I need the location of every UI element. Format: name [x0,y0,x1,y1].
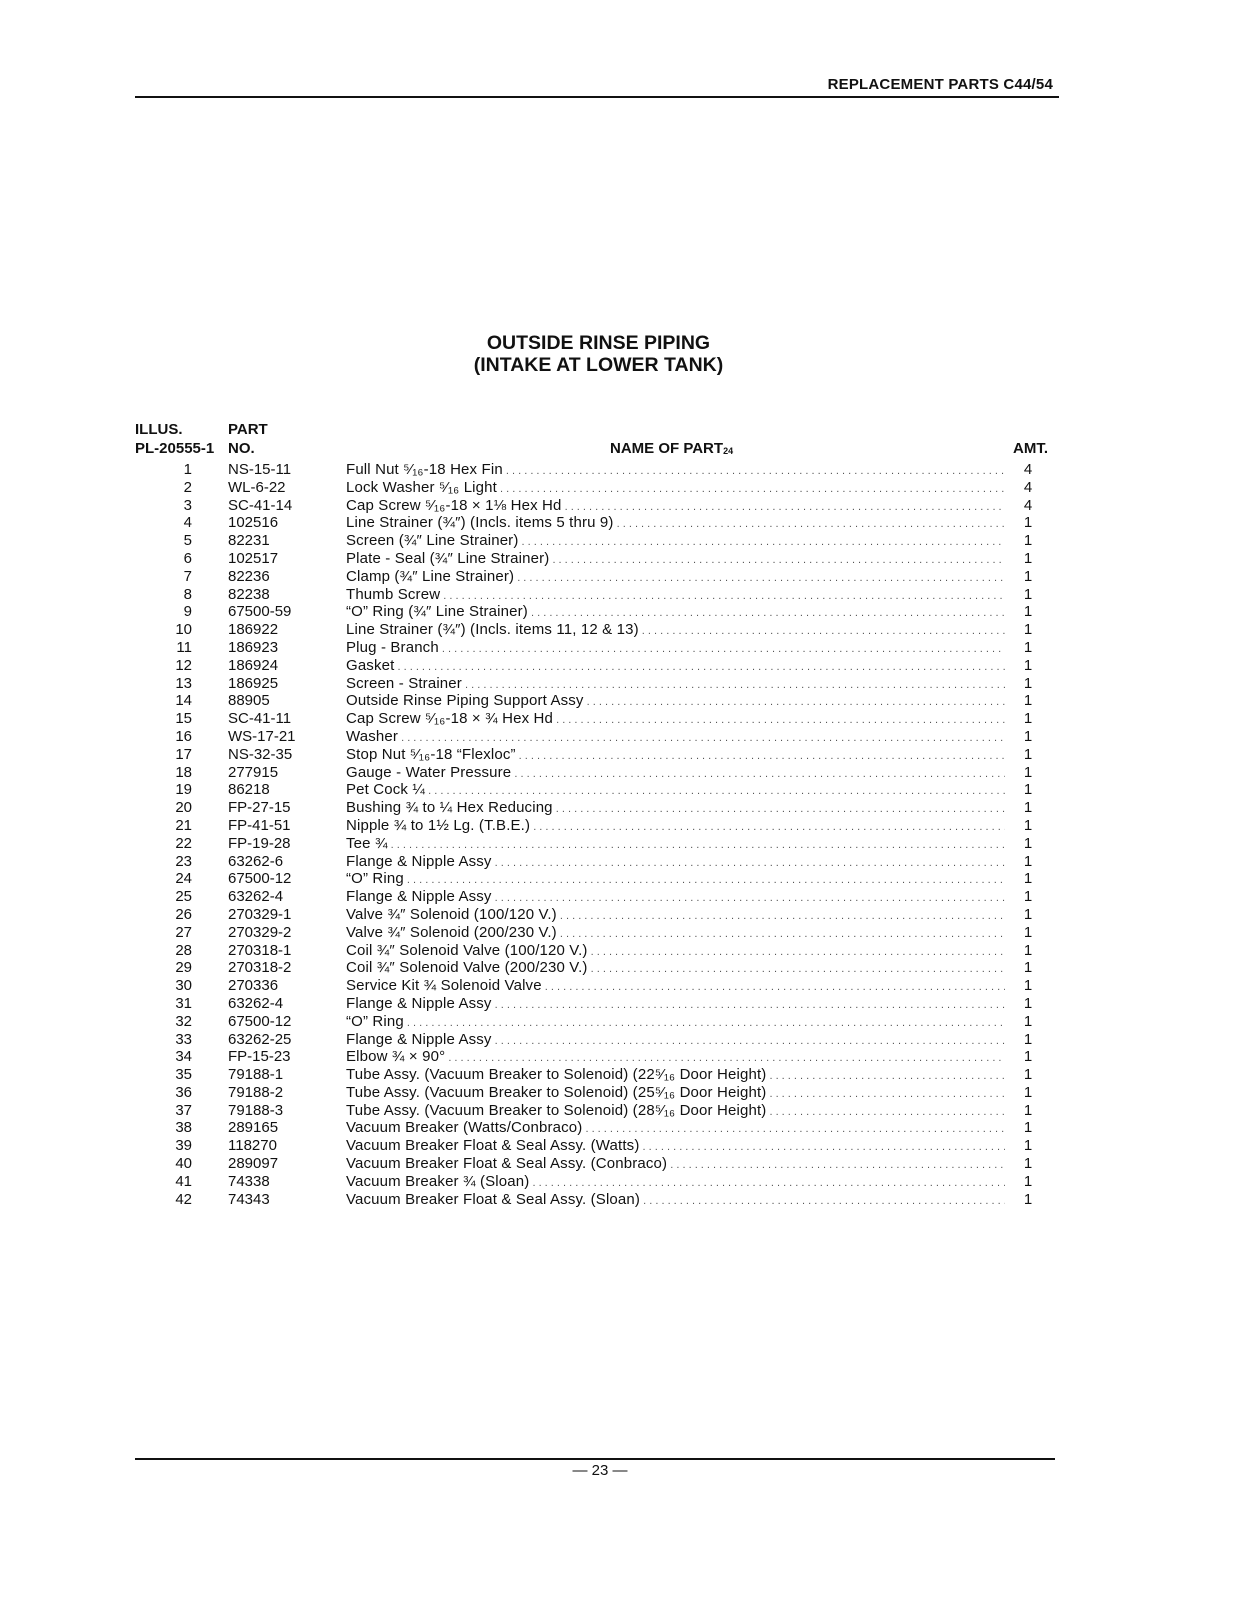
table-row [135,1084,1055,1102]
illus-number: 41 [175,1172,192,1190]
amount: 1 [1023,870,1033,888]
part-name: Tube Assy. (Vacuum Breaker to Solenoid) (22⁵⁄₁₆ Door Height) . . . [346,1066,1005,1086]
part-name: Nipple ¾ to 1½ Lg. (T.B.E.) . . . [346,817,1005,837]
amount: 1 [1023,710,1033,728]
table-row [135,514,1055,532]
amount: 1 [1023,834,1033,852]
illus-number: 37 [175,1101,192,1119]
part-number: 186923 [228,638,279,656]
table-row [135,746,1055,764]
part-name: Screen - Strainer . . . [346,675,1005,695]
part-name: Tube Assy. (Vacuum Breaker to Solenoid) (28⁵⁄₁₆ Door Height) . . . [346,1102,1005,1122]
amount: 1 [1023,692,1033,710]
amount: 1 [1023,532,1033,550]
illus-number: 30 [175,977,192,995]
illus-number: 24 [175,870,192,888]
table-row [135,1066,1055,1084]
illus-number: 38 [175,1119,192,1137]
part-number: 67500-12 [228,1012,292,1030]
amount: 1 [1023,603,1033,621]
part-name: Flange & Nipple Assy . . . [346,995,1005,1015]
table-row [135,817,1055,835]
part-number: 63262-4 [228,888,284,906]
part-name: Clamp (¾″ Line Strainer) . . . [346,568,1005,588]
part-name: Plug - Branch . . . [346,639,1005,659]
table-row [135,497,1055,515]
amount: 1 [1023,1030,1033,1048]
part-name: Valve ¾″ Solenoid (200/230 V.) . . . [346,924,1005,944]
part-number: 186922 [228,621,279,639]
part-name: Plate - Seal (¾″ Line Strainer) . . . [346,550,1005,570]
table-row [135,1119,1055,1137]
illus-number: 10 [175,621,192,639]
table-row [135,1155,1055,1173]
amount: 4 [1023,478,1033,496]
illus-number: 18 [175,763,192,781]
amount: 1 [1023,585,1033,603]
part-number: WS-17-21 [228,727,296,745]
part-name: Vacuum Breaker (Watts/Conbraco) . . . [346,1119,1005,1139]
part-number: 277915 [228,763,279,781]
part-name: Line Strainer (¾″) (Incls. items 11, 12 & 13) . . . [346,621,1005,641]
table-row [135,550,1055,568]
part-name: “O” Ring (¾″ Line Strainer) . . . [346,603,1005,623]
amount: 1 [1023,656,1033,674]
amount: 1 [1023,727,1033,745]
table-row [135,906,1055,924]
amount: 1 [1023,799,1033,817]
table-row [135,1048,1055,1066]
part-number: 270318-1 [228,941,292,959]
amount: 1 [1023,905,1033,923]
illus-number: 21 [175,816,192,834]
amount: 1 [1023,888,1033,906]
amount: 1 [1023,1119,1033,1137]
footer-rule [135,1458,1055,1460]
parts-table [135,461,1055,1208]
amount: 1 [1023,549,1033,567]
illus-number: 42 [175,1190,192,1208]
part-name: “O” Ring . . . [346,1013,1005,1033]
table-row [135,853,1055,871]
part-number: 63262-4 [228,994,284,1012]
part-name: Cap Screw ⁵⁄₁₆-18 × ¾ Hex Hd . . . [346,710,1005,730]
amount: 1 [1023,941,1033,959]
table-row [135,924,1055,942]
part-name: Vacuum Breaker Float & Seal Assy. (Conbraco) . . . [346,1155,1005,1175]
amount: 1 [1023,745,1033,763]
header-rule [135,96,1059,98]
amount: 1 [1023,852,1033,870]
amount: 1 [1023,816,1033,834]
part-name: Tee ¾ . . . [346,835,1005,855]
illus-drawing-number: PL-20555-1 [135,440,215,457]
table-row [135,835,1055,853]
table-row [135,568,1055,586]
part-name: Service Kit ¾ Solenoid Valve . . . [346,977,1005,997]
table-row [135,1137,1055,1155]
amount: 1 [1023,567,1033,585]
part-number: FP-19-28 [228,834,291,852]
part-number: 63262-6 [228,852,284,870]
illus-number: 25 [175,888,192,906]
part-number: 74343 [228,1190,270,1208]
part-number: 289165 [228,1119,279,1137]
amount: 1 [1023,977,1033,995]
illus-number: 27 [175,923,192,941]
part-number: 67500-59 [228,603,292,621]
amount: 1 [1023,1048,1033,1066]
table-row [135,1031,1055,1049]
illus-number: 4 [183,514,192,532]
illus-number: 31 [175,994,192,1012]
illus-number: 17 [175,745,192,763]
part-name: Thumb Screw . . . [346,586,1005,606]
part-number: 79188-1 [228,1066,284,1084]
amount: 1 [1023,1155,1033,1173]
illus-number: 23 [175,852,192,870]
amount: 1 [1023,923,1033,941]
amount: 1 [1023,1172,1033,1190]
table-row [135,1102,1055,1120]
table-row [135,1191,1055,1209]
part-name: Full Nut ⁵⁄₁₆-18 Hex Fin . . . [346,461,1005,481]
part-number: 63262-25 [228,1030,292,1048]
part-number: NS-15-11 [228,461,292,478]
table-row [135,942,1055,960]
part-name: Washer . . . [346,728,1005,748]
table-row [135,479,1055,497]
table-row [135,781,1055,799]
part-number: 88905 [228,692,270,710]
part-number: FP-41-51 [228,816,291,834]
name-subscript: 24 [723,446,734,456]
illus-number: 28 [175,941,192,959]
amount: 1 [1023,763,1033,781]
illus-number: 16 [175,727,192,745]
table-row [135,959,1055,977]
part-name: Screen (¾″ Line Strainer) . . . [346,532,1005,552]
part-number: 186924 [228,656,279,674]
part-number: 82238 [228,585,270,603]
table-row [135,888,1055,906]
part-number: SC-41-11 [228,710,292,728]
part-number: 86218 [228,781,270,799]
illus-number: 14 [175,692,192,710]
part-name: Cap Screw ⁵⁄₁₆-18 × 1⅛ Hex Hd . . . [346,497,1005,517]
amount: 1 [1023,1083,1033,1101]
column-header-amt: AMT. [1013,440,1048,457]
page-title [0,332,1197,376]
illus-number: 26 [175,905,192,923]
illus-number: 34 [175,1048,192,1066]
table-row [135,764,1055,782]
illus-number: 32 [175,1012,192,1030]
part-number: 79188-2 [228,1083,284,1101]
part-number: 270318-2 [228,959,292,977]
column-header-part [228,420,268,458]
amount: 1 [1023,638,1033,656]
illus-number: 11 [176,638,192,656]
amount: 1 [1023,1066,1033,1084]
illus-number: 1 [183,461,192,478]
part-name: Flange & Nipple Assy . . . [346,853,1005,873]
illus-number: 33 [175,1030,192,1048]
illus-number: 2 [183,478,192,496]
part-name: “O” Ring . . . [346,870,1005,890]
name-label: NAME OF PART [610,440,724,457]
amount: 1 [1023,1190,1033,1208]
amount: 1 [1023,674,1033,692]
amount: 1 [1023,1012,1033,1030]
column-header-name [610,439,733,460]
table-row [135,977,1055,995]
illus-number: 36 [175,1083,192,1101]
part-number: FP-27-15 [228,799,291,817]
part-number: FP-15-23 [228,1048,291,1066]
part-name: Vacuum Breaker Float & Seal Assy. (Sloan) . . . [346,1191,1005,1211]
illus-label: ILLUS. [135,421,183,438]
part-number: 82231 [228,532,270,550]
amount: 1 [1023,1137,1033,1155]
part-name: Bushing ¾ to ¼ Hex Reducing . . . [346,799,1005,819]
table-row [135,799,1055,817]
part-number: 82236 [228,567,270,585]
amount: 4 [1023,461,1033,478]
table-row [135,1013,1055,1031]
part-number: NS-32-35 [228,745,293,763]
amount: 1 [1023,514,1033,532]
illus-number: 13 [175,674,192,692]
title-line-2: (INTAKE AT LOWER TANK) [473,354,724,376]
table-row [135,461,1055,479]
part-label: PART [228,421,268,438]
illus-number: 8 [183,585,192,603]
illus-number: 7 [183,567,192,585]
page-number: — 23 — [572,1462,628,1479]
table-row [135,692,1055,710]
part-name: Lock Washer ⁵⁄₁₆ Light . . . [346,479,1005,499]
part-name: Outside Rinse Piping Support Assy . . . [346,692,1005,712]
title-line-1: OUTSIDE RINSE PIPING [486,332,711,354]
table-row [135,586,1055,604]
amount: 1 [1023,621,1033,639]
table-row [135,621,1055,639]
part-name: Vacuum Breaker Float & Seal Assy. (Watts) . . . [346,1137,1005,1157]
amount: 1 [1023,959,1033,977]
part-name: Valve ¾″ Solenoid (100/120 V.) . . . [346,906,1005,926]
part-number: 102517 [228,549,279,567]
part-number: 74338 [228,1172,270,1190]
table-row [135,675,1055,693]
illus-number: 19 [175,781,192,799]
part-number: SC-41-14 [228,496,293,514]
amount: 1 [1023,781,1033,799]
table-row [135,995,1055,1013]
illus-number: 40 [175,1155,192,1173]
amount: 4 [1023,496,1033,514]
illus-number: 39 [175,1137,192,1155]
table-row [135,870,1055,888]
part-name: Flange & Nipple Assy . . . [346,888,1005,908]
part-name: Tube Assy. (Vacuum Breaker to Solenoid) (25⁵⁄₁₆ Door Height) . . . [346,1084,1005,1104]
part-number: 270336 [228,977,279,995]
illus-number: 9 [183,603,192,621]
amount: 1 [1023,1101,1033,1119]
part-number: 270329-1 [228,905,292,923]
part-number: WL-6-22 [228,478,286,496]
amount: 1 [1023,994,1033,1012]
illus-number: 29 [175,959,192,977]
page-header-title: REPLACEMENT PARTS C44/54 [827,76,1053,93]
part-number: 270329-2 [228,923,292,941]
part-name: Coil ¾″ Solenoid Valve (200/230 V.) . . . [346,959,1005,979]
table-row [135,532,1055,550]
part-number: 289097 [228,1155,279,1173]
part-name: Pet Cock ¼ . . . [346,781,1005,801]
part-name: Gasket . . . [346,657,1005,677]
part-number: 67500-12 [228,870,292,888]
part-name: Vacuum Breaker ¾ (Sloan) . . . [346,1173,1005,1193]
illus-number: 5 [183,532,192,550]
illus-number: 6 [183,549,192,567]
table-row [135,1173,1055,1191]
part-number: 118270 [228,1137,277,1155]
part-no-label: NO. [228,440,255,457]
part-number: 79188-3 [228,1101,284,1119]
table-row [135,728,1055,746]
illus-number: 35 [175,1066,192,1084]
illus-number: 22 [175,834,192,852]
column-header-illus [135,420,214,458]
part-name: Line Strainer (¾″) (Incls. items 5 thru 9) . . . [346,514,1005,534]
part-name: Flange & Nipple Assy . . . [346,1031,1005,1051]
illus-number: 20 [175,799,192,817]
part-name: Stop Nut ⁵⁄₁₆-18 “Flexloc” . . . [346,746,1005,766]
illus-number: 3 [183,496,192,514]
part-name: Elbow ¾ × 90° . . . [346,1048,1005,1068]
illus-number: 12 [175,656,192,674]
table-row [135,657,1055,675]
table-row [135,710,1055,728]
illus-number: 15 [175,710,192,728]
table-row [135,603,1055,621]
part-number: 102516 [228,514,279,532]
part-number: 186925 [228,674,279,692]
part-name: Coil ¾″ Solenoid Valve (100/120 V.) . . . [346,942,1005,962]
table-row [135,639,1055,657]
part-name: Gauge - Water Pressure . . . [346,764,1005,784]
